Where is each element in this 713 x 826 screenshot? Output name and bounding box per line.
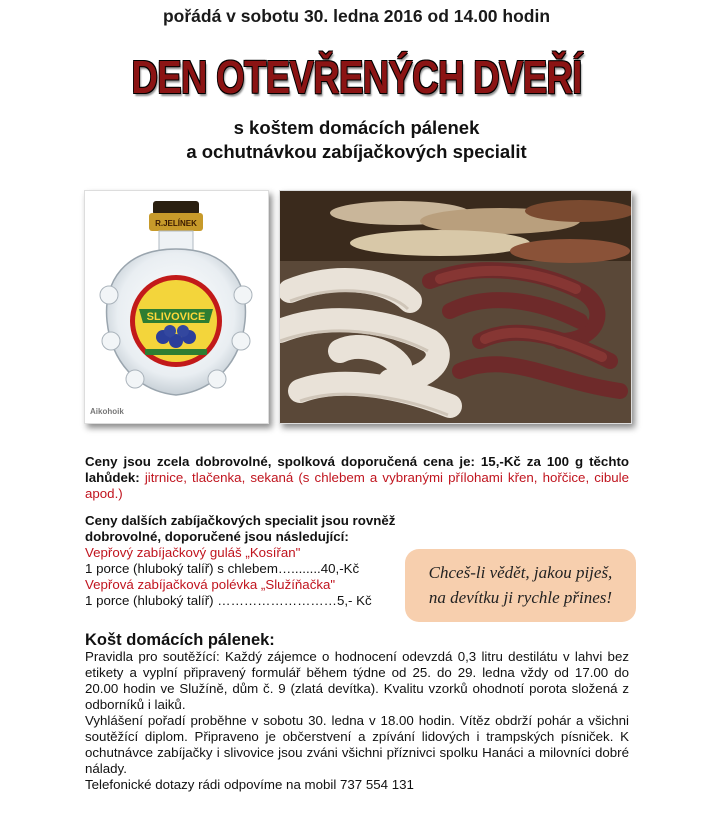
subtitle-tasting: s koštem domácích pálenek: [233, 117, 480, 138]
subtitle-specialties: a ochutnávkou zabíjačkových specialit: [186, 141, 527, 162]
specials-item-soup-price: 1 porce (hluboký talíř) ………………………5,- Kč: [85, 593, 372, 608]
price-intro: Ceny jsou zcela dobrovolné, spolková doporučená cena je: 15,-Kč za 100 g těchto lahůdek:: [85, 454, 629, 485]
bottle-illustration: [85, 191, 268, 423]
bottle-label-brand: SLIVOVICE: [146, 311, 206, 323]
bottle-watermark: Aikohoik: [90, 407, 124, 416]
sausages-illustration: [280, 191, 631, 423]
specials-section: [85, 513, 415, 609]
phone-contact: Telefonické dotazy rádi odpovíme na mobil 737 554 131: [85, 777, 414, 792]
page-title: DEN OTEVŘENÝCH DVEŘÍ: [131, 51, 582, 103]
specials-item-goulash: Vepřový zabíjačkový guláš „Kosířan": [85, 545, 301, 560]
slivovice-bottle-image: [84, 190, 269, 424]
specials-item-goulash-price: 1 porce (hluboký talíř) s chlebem…........40,-Kč: [85, 561, 360, 576]
tasting-rules: [85, 649, 629, 793]
announcement-paragraph: Vyhlášení pořadí proběhne v sobotu 30. ledna v 18.00 hodin. Vítěz obdrží pohár a všichni soutěžící diplom. Připraveno je občerstvení a zpívání lidových i trampských písniček. K ochutnávce zabíjačky i slivovice jsou zváni všichni příznivci spolku Hanáci a milovníci dobré nálady.: [85, 713, 629, 776]
slogan-line-1: Chceš-li vědět, jakou piješ,: [428, 563, 613, 582]
delicacies-list: jitrnice, tlačenka, sekaná (s chlebem a vybranými přílohami křen, hořčice, cibule apod.): [85, 470, 630, 501]
organizer-line: pořádá v sobotu 30. ledna 2016 od 14.00 hodin: [162, 6, 551, 26]
sausages-image: [279, 190, 632, 424]
slogan-box: [405, 549, 636, 622]
specials-heading: Ceny dalších zabíjačkových specialit jsou rovněž dobrovolné, doporučené jsou následující:: [85, 513, 396, 544]
tasting-heading: Košt domácích pálenek:: [85, 631, 275, 649]
specials-item-soup: Vepřová zabíjačková polévka „Služíňačka": [85, 577, 336, 592]
bottle-neck-text: R.JELÍNEK: [155, 219, 197, 228]
slogan-line-2: na devítku ji rychle přines!: [428, 588, 613, 607]
bottle-cap: [153, 201, 199, 215]
tasting-rules-paragraph: Pravidla pro soutěžící: Každý zájemce o hodnocení odevzdá 0,3 litru destilátu v lahvi bez etikety a vyplní připravený formulář během týdne od 25. do 29. ledna vždy od 17.00 do 20.00 hodin ve Služíně, dům č. 9 (zlatá devítka). Kvalitu vzorků ohodnotí porota složená z odborníků i laiků.: [85, 649, 629, 712]
price-info: [85, 454, 629, 502]
